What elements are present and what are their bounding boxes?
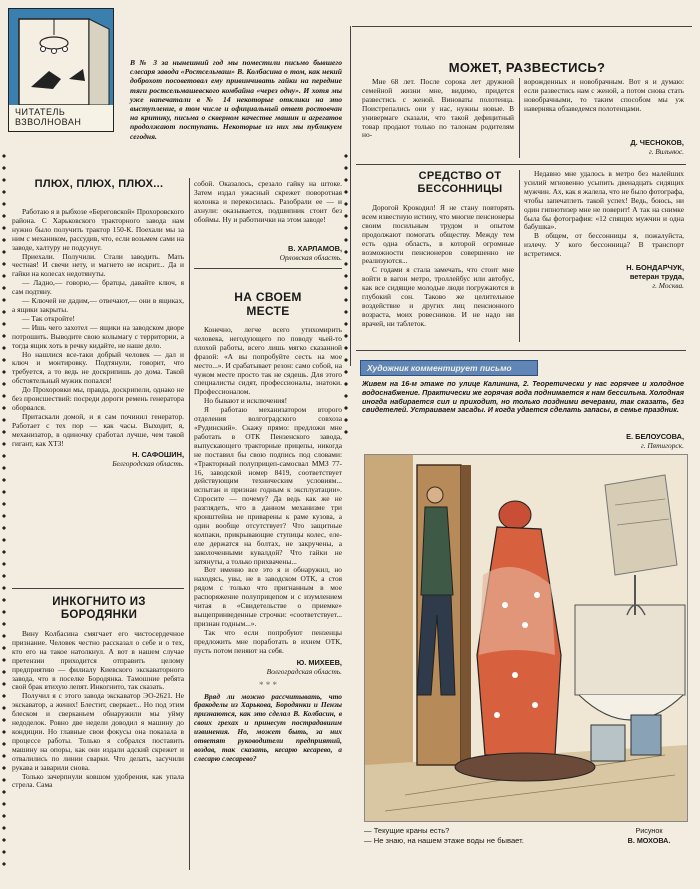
credit-line-2: В. МОХОВА. xyxy=(627,836,671,845)
cartoon-illustration xyxy=(364,454,688,822)
article1-paragraph: — Ладно,— говорю,— братцы, давайте ключ, я сам подтяну. xyxy=(12,278,184,297)
rule-article4-cols xyxy=(519,78,520,158)
harlamov-signature-block xyxy=(194,244,342,262)
rule-middle-top xyxy=(194,268,342,269)
rule-article5-cols xyxy=(519,170,520,342)
artist-letter: Живем на 16-м этаже по улице Калинина, 2. Теоретически у нас горячее и холодное водоснабжение. Практически же горячая вода поднимается к нам бессильна. Холодная иногда набирается сил и приходит, но только поздними вечерами, так сказать, без свидетелей. Устраиваем засады. И когда удается сделать запасы, в семье праздник. xyxy=(362,379,684,415)
article1-body xyxy=(12,208,184,468)
article2-paragraph: Вину Колбасина смягчает его чистосердечное признание. Человек честно рассказал о себе и о тех, кто его на такое натолкнул. А вот в нашем случае претензии приходится отправить целому предприятию — филиалу Киевского экскаваторного завода, что в поселке Бородянка. Тамошние ребята свой брак втихую лепят. Инкогнито, так сказать. xyxy=(12,629,184,692)
article3-paragraph: Так что если попробуют пензенцы предложить мне поработать в ихнем ОТК, пусть потом пеняют на себя. xyxy=(194,627,342,655)
article5-signature: Н. БОНДАРЧУК, xyxy=(626,263,684,273)
rule-article1-bottom xyxy=(12,588,184,589)
artist-credit xyxy=(612,826,686,846)
article1-signature: Н. САФОШИН, xyxy=(132,450,184,460)
article5-paragraph: С годами я стала замечать, что стоит мне войти в вагон метро, троллейбус или автобус, как все сидящие молодые люди погружаются в глубокий сон. Таково же целительное воздействие и других лиц пенсионного возраста, моих ровесников. И не надо ни врачей, ни таблеток. xyxy=(362,265,514,328)
article4-title: МОЖЕТ, РАЗВЕСТИСЬ? xyxy=(448,60,606,75)
article1-paragraph: До Прохоровки мы, правда, доскрипели, однако не без происшествий: посреди дороги ремень генератора оборвался. xyxy=(12,385,184,412)
article5-title: СРЕДСТВО ОТ БЕССОННИЦЫ xyxy=(417,170,503,195)
article1-continuation: собой. Оказалось, срезало гайку на штоке. Затем издал ужасный скрежет поворотная колонка и перекосилась. Разобрали ее — и ахнули: оказывается, подшипник стоит без обоймы. Ну и работнички на этом заводе! xyxy=(194,179,342,224)
separator-stars: * * * xyxy=(259,679,277,690)
rubric-label xyxy=(15,107,107,127)
center-rule xyxy=(350,26,351,366)
article1-title: ПЛЮХ, ПЛЮХ, ПЛЮХ... xyxy=(34,178,164,190)
article1-location: Белгородская область. xyxy=(112,459,184,469)
article5-paragraph: В общем, от бессонницы я, пожалуйста, излечу. У кого бессонница? В транспорт встретимся. xyxy=(524,231,684,259)
dotted-border-mid xyxy=(343,150,349,440)
artist-signature-block xyxy=(524,432,684,450)
article5-column1 xyxy=(362,204,514,329)
artist-location: г. Пятигорск. xyxy=(640,441,684,450)
caption-line-1: — Текущие краны есть? xyxy=(364,826,450,835)
article1-paragraph: Но нашлися все-таки добрый человек — дал и ключ и монтировку. Подтянули, говорит, что требуется, а то ведь не доскрипишь до дома. Такой обстоятельный мужик попался! xyxy=(12,349,184,386)
article2-title: ИНКОГНИТО ИЗ БОРОДЯНКИ xyxy=(52,596,146,621)
article5-column2 xyxy=(524,170,684,290)
article2-paragraph: Только зачерпнули ковшом удобрения, как упала стрела. Сама xyxy=(12,771,184,790)
article2-paragraph: Получил я с этого завода экскаватор ЭО-2621. Не экскаватор, а жених! Блестит, сверкает... Но под этим блеском и сверканьем обнаружили мы уйму недоделок. Ровно две недели доводил я машину до кондиции. Но главные свои фокусы она показала в процессе работы. Только я собрался поставить машину на опоры, как они издали адский скрежет и отвалились по линии сварки. Что делать, засучили рукава и заварили снова. xyxy=(12,691,184,772)
article5-paragraph: Дорогой Крокодил! Я не стану повторять всем известную истину, что многие пенсионеры своим посильным трудом и опытом продолжают помогать обществу. Между тем есть одна область, в которой огромные возможности пенсионеров совершенно не реализуются... xyxy=(362,203,514,266)
artist-rubric-label: Художник комментирует письмо xyxy=(367,363,512,373)
article4-signature-block xyxy=(524,138,684,156)
article5-signature-title: ветеран труда, xyxy=(629,272,684,282)
credit-line-1: Рисунок xyxy=(635,826,663,835)
rule-article4-bottom xyxy=(356,164,686,165)
rule-article5-bottom xyxy=(356,350,686,351)
article2-body xyxy=(12,630,184,790)
lead-paragraph: В № 3 за нынешний год мы поместили письмо бывшего слесаря завода «Ростсельмаш» В. Колбасина о том, как некий доброхот посоветовал ему привинчивать гайки на передние тяги ростсельмашевского комбайна «через одну». И хотя мы уже напечатали в № 14 некоторые отклики на это выступление, в том числе и официальный ответ ростовчан на критику, письма о скверном качестве машин и агрегатов продолжают поступать. Некоторые из них мы публикуем сегодня. xyxy=(130,58,342,141)
door-illustration xyxy=(9,9,113,105)
rubric-line-1: ЧИТАТЕЛЬ xyxy=(15,107,66,117)
dotted-border-left xyxy=(1,150,7,870)
rule-col1-col2 xyxy=(189,178,190,870)
article3-location: Волгоградская область. xyxy=(266,666,342,676)
article1-paragraph: — Ключей не дадим,— отвечают,— они в ящиках, а ящики закрыты. xyxy=(12,296,184,314)
article3-paragraph: Я работаю механизатором второго отделения волгоградского совхоза «Рудинский». Скажу прямо: предложи мне работать в ОТК Пензенского завода, выпускающего тракторные прицепы, никогда не поставил бы свою подпись под словами: «Тракторный полуприцеп-самосвал ММЗ 77-16, заводской номер 8419, соответствует действующим техническим условиям... испытан и признан годным к эксплуатации». Спросите — почему? Да ведь как же не разглядеть, что в данном механизме три кронштейна не приварены к раме кузова, а один вообще отсутствует? Что защитные колпаки, прикрывающие ступицы колес, еле-еле держатся на болтах, не закручены, а заколоченными кувалдой? Что гайки не затянуты, а только прихвачены... xyxy=(194,405,342,566)
top-rule-right xyxy=(352,26,692,27)
artist-rubric-banner xyxy=(360,360,538,376)
harlamov-signature: В. ХАРЛАМОВ, xyxy=(288,244,342,253)
article3-body xyxy=(194,326,342,764)
article3-signature: Ю. МИХЕЕВ, xyxy=(296,657,342,667)
editorial-note: Вряд ли можно рассчитывать, что бракоделы из Харькова, Бородянки и Пензы признаются, как это сделал В. Колбасин, в своих грехах и принесут пострадавшим извинения. Но, может быть, за них ответят руководители предприятий, воздав, так сказать, кесарю кесарево, а слесарю слесарево? xyxy=(194,691,342,763)
article1-paragraph: Работаю я в рыбхозе «Береговской» Прохоровского района. С Харьковского тракторного завода нам нужно было получить трактор 150-К. Поехали мы за ним с механиком, рассудив, что, если возьмем сами на заводе, халтуру не подсунут. xyxy=(12,207,184,252)
cartoon-drawing xyxy=(365,455,687,821)
article3-title: НА СВОЕМ МЕСТЕ xyxy=(234,290,302,318)
article3-paragraph: Конечно, легче всего утихомирить человека, негодующего по поводу чьей-то плохой работы, всего лишь мягко сказанной фразой: «А вы попробуйте сесть на мое место...». И срабатывает резон: само собой, на чужом месте просто так не сядешь. Для этого специалисты сидят, профессионалы, знатоки. Профессионалом. xyxy=(194,325,342,397)
artist-signature: Е. БЕЛОУСОВА, xyxy=(626,432,684,441)
article3-paragraph: Вот именно все это я и обнаружил, но находясь, увы, не в заводском ОТК, а стоя рядом с только что пригнанным в мое распоряжение полуприцепом и с изумлением читая в «Свидетельстве о приемке» выщепринведенные строчки: «соответствует... признан годным...». xyxy=(194,565,342,628)
harlamov-location: Орловская область. xyxy=(279,253,342,262)
rubric-line-2: ВЗВОЛНОВАН xyxy=(15,117,82,127)
article3-paragraph: Но бывают и исключения! xyxy=(204,396,288,406)
article1-paragraph: Притаскали домой, и я сам починил генератор. Работает с тех пор — как часы. Выходит, я, механизатор, в одиночку сработал лучше, чем такой гигант, как ХТЗ! xyxy=(12,411,184,448)
article5-paragraph: Недавно мне удалось в метро без малейших усилий мгновенно усыпить двенадцать сидящих мужчин. Ах, как я жалела, что не было фотографа, чтобы запечатлеть такой успех! Ведь, боюсь, ни один гипнотизер мне не поверит! А так на снимке была бы фотография: «12 спящих мужчин и одна бабушка». xyxy=(524,169,684,232)
article4-location: г. Вильнюс. xyxy=(648,147,684,156)
caption-line-2: — Не знаю, на нашем этаже воды не бывает. xyxy=(364,836,524,845)
rubric-box xyxy=(8,8,114,132)
article1-paragraph: Приехали. Получили. Стали заводить. Мать честная! И свечи нету, и магнето не искрит... Да и гайки на колесах недотянуты. xyxy=(12,251,184,279)
cartoon-caption xyxy=(364,826,614,846)
article1-paragraph: — Так откройте! xyxy=(22,313,76,323)
article1-paragraph: — Ишь чего захотел — ящики на заводском дворе потрошить. Выводите свою колымагу с территории, а тогда ящик хоть в речку кидайте, не наше дело. xyxy=(12,322,184,350)
article4-column2: ворожденных и новобрачным. Вот я и думаю: если развестись нам с женой, а потом снова стать новобрачными, то таким способом мы уж наверняка обзаведемся полотенцами. xyxy=(524,77,684,113)
article5-location: г. Москва. xyxy=(652,281,684,291)
article4-signature: Д. ЧЕСНОКОВ, xyxy=(630,138,684,147)
article4-column1: Мне 68 лет. После сорока лет дружной семейной жизни мне, видимо, придется развестись с женой. Виноваты полотенца. Поистрепались они у нас, нужны новые. В универмаге сказали, что такой дефицитный товар продают только по талонам родителям но- xyxy=(362,77,514,140)
